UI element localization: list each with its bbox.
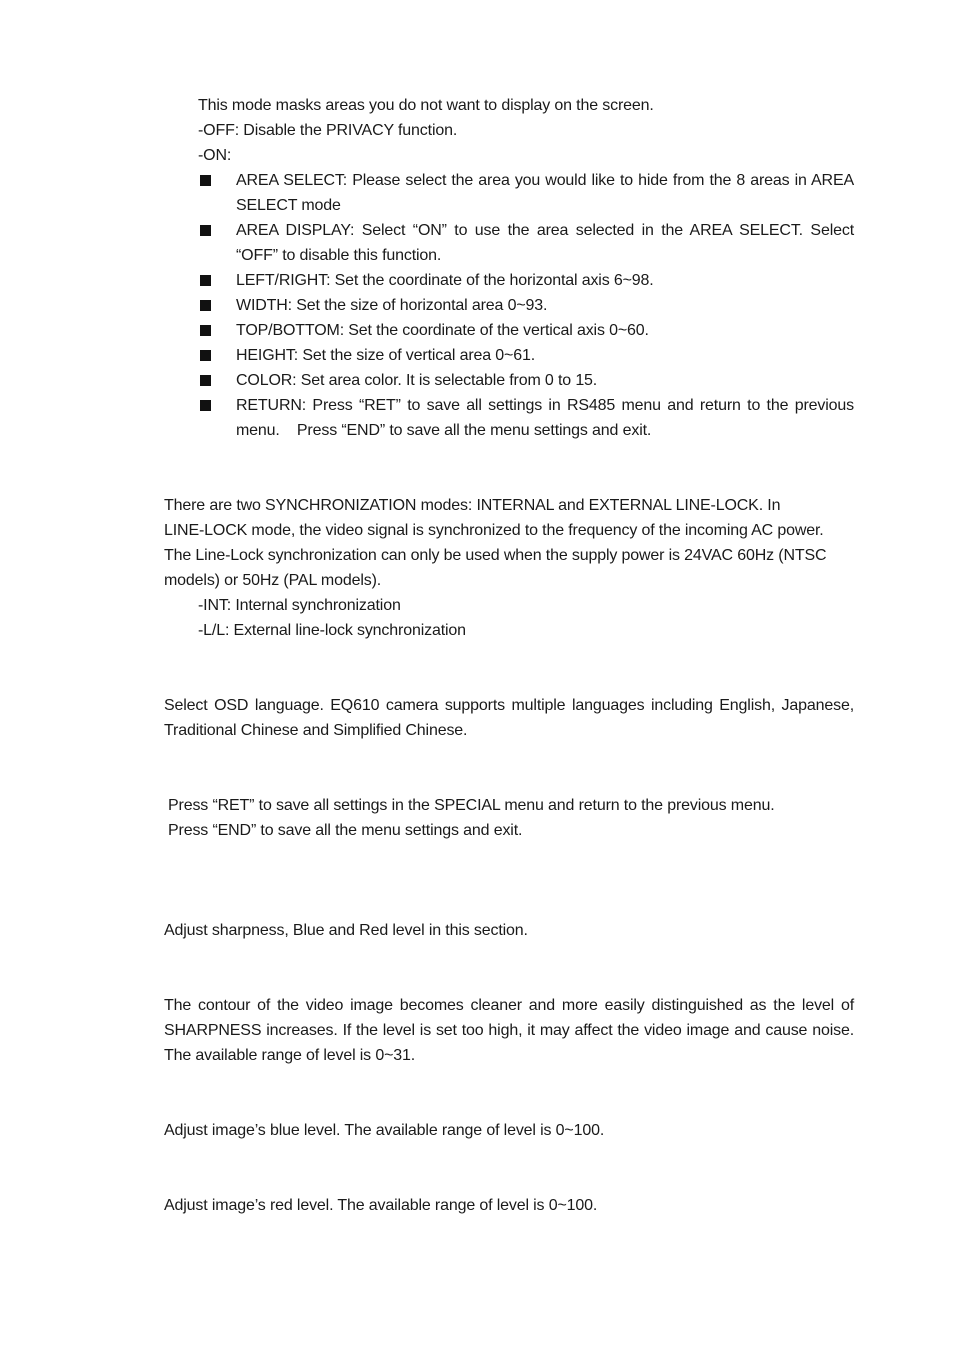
bullet-icon	[200, 375, 211, 386]
language-line2: Traditional Chinese and Simplified Chinese.	[164, 722, 468, 739]
sync-line2: LINE-LOCK mode, the video signal is synchronized to the frequency of the incoming AC power.	[164, 522, 824, 539]
sync-line1: There are two SYNCHRONIZATION modes: INTERNAL and EXTERNAL LINE-LOCK. In	[164, 497, 781, 514]
area-select-line2: SELECT mode	[236, 197, 341, 214]
sync-ll: -L/L: External line-lock synchronization	[198, 622, 466, 639]
area-display-line1: AREA DISPLAY: Select “ON” to use the area selected in the AREA SELECT. Select	[236, 222, 854, 239]
sync-line3: The Line-Lock synchronization can only be used when the supply power is 24VAC 60Hz (NTSC	[164, 547, 827, 564]
bullet-icon	[200, 225, 211, 236]
sharpness-line1: The contour of the video image becomes cleaner and more easily distinguished as the level of	[164, 997, 854, 1014]
privacy-intro: This mode masks areas you do not want to display on the screen.	[198, 97, 654, 114]
return-line1: Press “RET” to save all settings in the SPECIAL menu and return to the previous menu.	[168, 797, 775, 814]
color-item: COLOR: Set area color. It is selectable from 0 to 15.	[236, 372, 598, 389]
privacy-on: -ON:	[198, 147, 232, 164]
bullet-icon	[200, 275, 211, 286]
sharpness-line3: The available range of level is 0~31.	[164, 1047, 416, 1064]
privacy-off: -OFF: Disable the PRIVACY function.	[198, 122, 458, 139]
blue-level-text: Adjust image’s blue level. The available range of level is 0~100.	[164, 1122, 605, 1139]
height-item: HEIGHT: Set the size of vertical area 0~61.	[236, 347, 536, 364]
adjust-intro: Adjust sharpness, Blue and Red level in this section.	[164, 922, 528, 939]
return-item-line2: menu. Press “END” to save all the menu settings and exit.	[236, 422, 652, 439]
bullet-icon	[200, 325, 211, 336]
sync-int: -INT: Internal synchronization	[198, 597, 401, 614]
area-display-line2: “OFF” to disable this function.	[236, 247, 442, 264]
return-item-line1: RETURN: Press “RET” to save all settings in RS485 menu and return to the previous	[236, 397, 854, 414]
left-right-item: LEFT/RIGHT: Set the coordinate of the horizontal axis 6~98.	[236, 272, 654, 289]
return-line2: Press “END” to save all the menu settings and exit.	[168, 822, 523, 839]
sync-line4: models) or 50Hz (PAL models).	[164, 572, 382, 589]
bullet-icon	[200, 300, 211, 311]
width-item: WIDTH: Set the size of horizontal area 0~93.	[236, 297, 548, 314]
language-line1: Select OSD language. EQ610 camera supports multiple languages including English, Japanese,	[164, 697, 854, 714]
bullet-icon	[200, 175, 211, 186]
bullet-icon	[200, 350, 211, 361]
bullet-icon	[200, 400, 211, 411]
sharpness-line2: SHARPNESS increases. If the level is set too high, it may affect the video image and cause noise.	[164, 1022, 854, 1039]
top-bottom-item: TOP/BOTTOM: Set the coordinate of the vertical axis 0~60.	[236, 322, 649, 339]
area-select-line1: AREA SELECT: Please select the area you would like to hide from the 8 areas in AREA	[236, 172, 854, 189]
red-level-text: Adjust image’s red level. The available range of level is 0~100.	[164, 1197, 598, 1214]
